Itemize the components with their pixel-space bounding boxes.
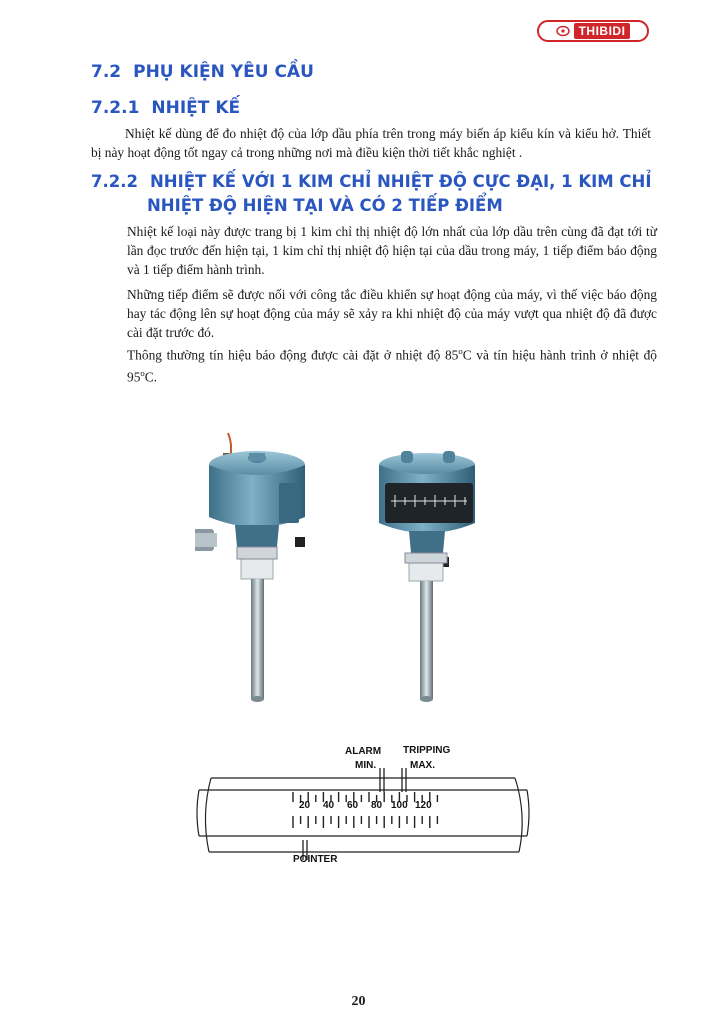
heading-title: PHỤ KIỆN YÊU CẦU xyxy=(133,62,314,82)
scale-tick-label: 60 xyxy=(347,800,359,811)
heading-number: 7.2.2 xyxy=(91,172,138,191)
scale-tick-label: 80 xyxy=(371,800,383,811)
logo-text: THIBIDI xyxy=(574,23,631,39)
heading-7-2-1 xyxy=(91,98,240,118)
settings-text-b: C và tín hiệu hành trình ở nhiệt độ 95 xyxy=(127,347,658,385)
paragraph-settings xyxy=(127,342,657,387)
left-thermometer-icon xyxy=(195,433,305,702)
degree-sign: o xyxy=(458,346,463,356)
heading-7-2 xyxy=(91,62,314,82)
scale-tick-label: 120 xyxy=(415,800,432,811)
min-label: MIN. xyxy=(355,760,377,771)
heading-number: 7.2.1 xyxy=(91,98,140,118)
thibidi-logo xyxy=(537,20,649,42)
settings-text-c: C. xyxy=(144,369,158,385)
right-thermometer-icon xyxy=(379,451,475,702)
paragraph-thermometer-intro: Nhiệt kế dùng để đo nhiệt độ của lớp dầu phía trên trong máy biến áp kiểu kín và kiểu hở. Thiết bị này hoạt động tốt ngay cả trong những nơi mà điều kiện thời tiết khắc nghiệt . xyxy=(91,126,651,160)
pointer-label: POINTER xyxy=(293,854,338,865)
scale-tick-label: 100 xyxy=(391,800,408,811)
heading-7-2-2-line2: NHIỆT ĐỘ HIỆN TẠI VÀ CÓ 2 TIẾP ĐIỂM xyxy=(147,196,503,215)
heading-number: 7.2 xyxy=(91,62,122,82)
max-label: MAX. xyxy=(410,760,435,771)
thermometer-photo xyxy=(195,425,525,710)
scale-tick-label: 40 xyxy=(323,800,335,811)
heading-7-2-2-line1 xyxy=(91,172,652,191)
tripping-label: TRIPPING xyxy=(403,745,451,756)
paragraph-thermometer-description: Nhiệt kế loại này được trang bị 1 kim chỉ thị nhiệt độ lớn nhất của lớp dầu trên cùng đã đạt tới từ lần đọc trước đến hiện tại, 1 kim chỉ thị nhiệt độ hiện tại của dầu trong máy, 1 tiếp điểm báo động và 1 tiếp điểm hành trình. xyxy=(127,224,657,277)
logo-emblem-icon xyxy=(556,25,570,37)
scale-tick-label: 20 xyxy=(299,800,311,811)
page-number: 20 xyxy=(351,994,366,1009)
settings-text-a: Thông thường tín hiệu báo động được cài đặt ở nhiệt độ 85 xyxy=(127,347,459,363)
paragraph-contacts: Những tiếp điểm sẽ được nối với công tắc điều khiển sự hoạt động của máy, vì thế việc báo động hay tác động lên sự hoạt động của máy sẽ xảy ra khi nhiệt độ của máy vượt qua nhiệt độ đã được cài đặt trước đó. xyxy=(127,287,657,340)
heading-title: NHIỆT KẾ xyxy=(151,98,241,118)
alarm-label: ALARM xyxy=(345,746,382,757)
degree-sign: o xyxy=(140,368,145,379)
heading-title: NHIỆT KẾ VỚI 1 KIM CHỈ NHIỆT ĐỘ CỰC ĐẠI, 1 KIM CHỈ xyxy=(149,172,652,191)
